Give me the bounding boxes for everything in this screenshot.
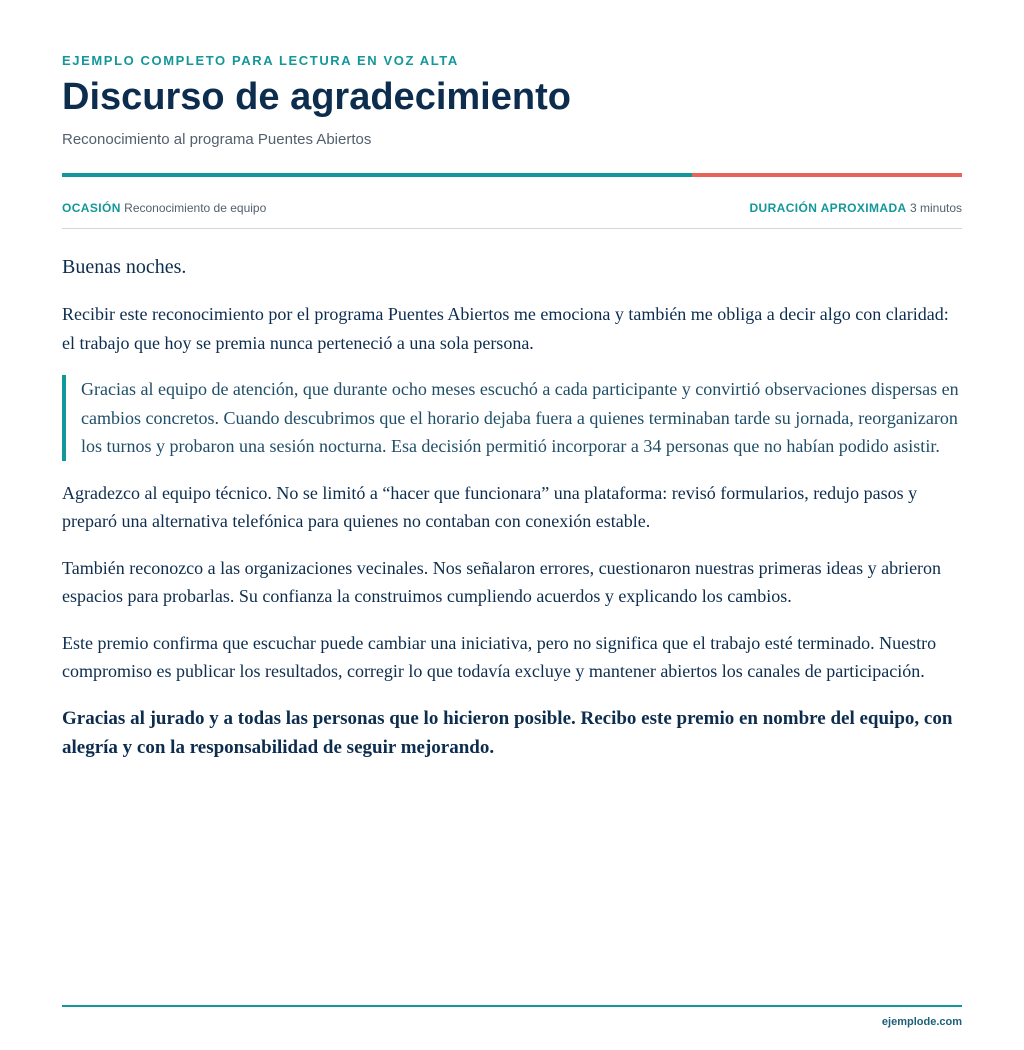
speech-body <box>62 252 962 780</box>
speech-paragraph: Recibir este reconocimiento por el programa Puentes Abiertos me emociona y también me obliga a decir algo con claridad: el trabajo que hoy se premia nunca perteneció a una sola persona. <box>62 304 949 353</box>
document-page <box>62 0 962 1050</box>
duration-value: 3 minutos <box>909 201 962 215</box>
meta-duration <box>749 201 962 215</box>
header-accent-rule <box>62 173 962 177</box>
eyebrow-label: EJEMPLO COMPLETO PARA LECTURA EN VOZ ALTA <box>62 53 459 68</box>
meta-row <box>62 201 962 215</box>
footer-rule <box>62 1005 962 1007</box>
speech-paragraph: Agradezco al equipo técnico. No se limitó a “hacer que funcionara” una plataforma: revisó formularios, redujo pasos y preparó una alternativa telefónica para quienes no contaban con conexión estable. <box>62 482 918 531</box>
accent-rule-teal <box>62 173 692 177</box>
occasion-value: Reconocimiento de equipo <box>124 201 267 215</box>
meta-divider <box>62 228 962 229</box>
occasion-label: OCASIÓN <box>62 201 121 215</box>
meta-occasion <box>62 201 266 215</box>
speech-greeting: Buenas noches. <box>62 256 187 278</box>
duration-label: DURACIÓN APROXIMADA <box>749 201 907 215</box>
page-title: Discurso de agradecimiento <box>62 76 571 118</box>
page-subtitle: Reconocimiento al programa Puentes Abiertos <box>62 131 372 148</box>
speech-closing: Gracias al jurado y a todas las personas que lo hicieron posible. Recibo este premio en nombre del equipo, con alegría y con la responsabilidad de seguir mejorando. <box>62 707 953 758</box>
speech-paragraph: Este premio confirma que escuchar puede cambiar una iniciativa, pero no significa que el trabajo esté terminado. Nuestro compromiso es publicar los resultados, corregir lo que todavía excluye y mantener abiertos los canales de participación. <box>62 632 937 681</box>
footer-site-link[interactable]: ejemplode.com <box>881 1016 962 1028</box>
speech-highlight-quote: Gracias al equipo de atención, que durante ocho meses escuchó a cada participante y convirtió observaciones dispersas en cambios concretos. Cuando descubrimos que el horario dejaba fuera a quienes terminaban tarde su jornada, reorganizaron los turnos y probaron una sesión nocturna. Esa decisión permitió incorporar a 34 personas que no habían podido asistir. <box>62 375 962 461</box>
speech-paragraph: También reconozco a las organizaciones vecinales. Nos señalaron errores, cuestionaron nuestras primeras ideas y abrieron espacios para probarlas. Su confianza la construimos cumpliendo acuerdos y explicando los cambios. <box>62 557 942 606</box>
accent-rule-coral <box>692 173 962 177</box>
